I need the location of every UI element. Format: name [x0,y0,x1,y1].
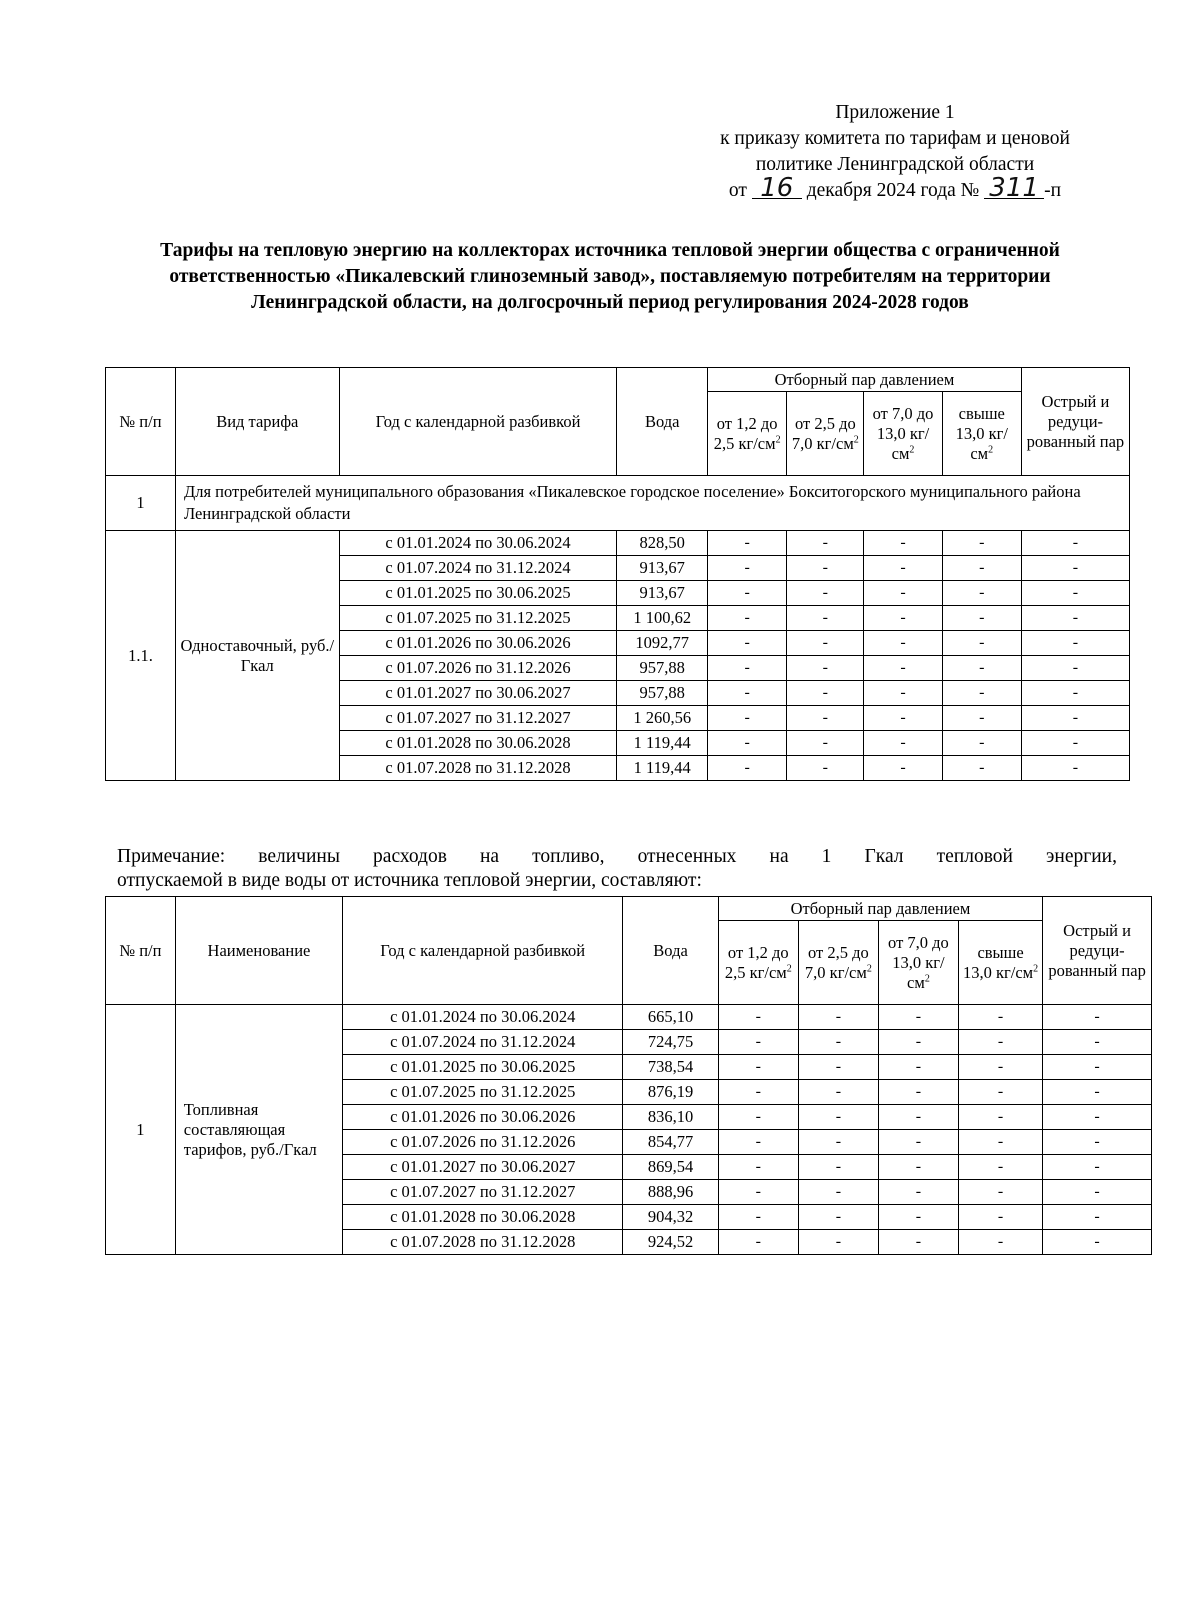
value-cell-p1: - [718,1055,798,1080]
value-cell-p2: - [787,556,864,581]
value-cell-p3: - [864,756,942,781]
value-cell-p4: - [942,731,1021,756]
value-cell-p2: - [798,1105,878,1130]
period-cell: с 01.01.2026 по 30.06.2026 [343,1105,623,1130]
period-cell: с 01.01.2025 по 30.06.2025 [343,1055,623,1080]
value-cell-p2: - [787,681,864,706]
value-cell-p3: - [878,1230,958,1255]
appendix-header [660,100,1130,204]
value-cell-p4: - [958,1205,1042,1230]
section-num: 1 [106,476,176,531]
table-row [106,531,1130,556]
value-cell-p2: - [798,1055,878,1080]
value-cell-p4: - [958,1080,1042,1105]
section-description: Для потребителей муниципального образования «Пикалевское городское поселение» Бокситогорского муниципального района Ленинградской области [175,476,1129,531]
period-cell: с 01.01.2024 по 30.06.2024 [339,531,617,556]
value-cell-p1: - [708,656,787,681]
value-cell-sharp: - [1021,681,1129,706]
value-cell-p1: - [718,1080,798,1105]
header-sharp-steam: Острый и редуци-рованный пар [1021,368,1129,476]
value-cell-p2: - [787,731,864,756]
water-value-cell: 904,32 [623,1205,718,1230]
header-steam-group: Отборный пар давлением [708,368,1022,392]
date-month-year: декабря 2024 года № [806,180,980,201]
water-value-cell: 1 119,44 [617,731,708,756]
value-cell-sharp: - [1043,1155,1152,1180]
note-paragraph [117,845,1117,893]
value-cell-p1: - [708,581,787,606]
fuel-component-table [105,896,1152,1255]
period-cell: с 01.07.2024 по 31.12.2024 [343,1030,623,1055]
document-title: Тарифы на тепловую энергию на коллекторах источника тепловой энергии общества с ограниченной ответственностью «Пикалевский глиноземный завод», поставляемую потребителям на территории Ленинградской области, на долгосрочный период регулирования 2024-2028 годов [160,240,1060,313]
value-cell-p1: - [708,556,787,581]
value-cell-p2: - [798,1205,878,1230]
value-cell-p4: - [958,1005,1042,1030]
handwritten-number: 311 [984,178,1044,199]
group-num: 1 [106,1005,176,1255]
value-cell-p3: - [864,706,942,731]
value-cell-p1: - [708,731,787,756]
header-tariff-type: Вид тарифа [175,368,339,476]
value-cell-p4: - [942,756,1021,781]
value-cell-p2: - [798,1080,878,1105]
value-cell-p4: - [942,531,1021,556]
value-cell-p1: - [708,631,787,656]
value-cell-sharp: - [1021,656,1129,681]
water-value-cell: 913,67 [617,581,708,606]
value-cell-p1: - [718,1130,798,1155]
appendix-date-line [660,173,1130,204]
period-cell: с 01.07.2026 по 31.12.2026 [343,1130,623,1155]
value-cell-p4: - [958,1055,1042,1080]
value-cell-p3: - [864,631,942,656]
water-value-cell: 1 260,56 [617,706,708,731]
value-cell-p3: - [878,1005,958,1030]
value-cell-p4: - [942,631,1021,656]
header-water: Вода [623,897,718,1005]
value-cell-sharp: - [1043,1180,1152,1205]
value-cell-p1: - [718,1180,798,1205]
water-value-cell: 1 100,62 [617,606,708,631]
value-cell-sharp: - [1043,1105,1152,1130]
value-cell-p4: - [942,681,1021,706]
header-num: № п/п [106,897,176,1005]
header-pressure-3: от 7,0 до 13,0 $кг/см^2$ [878,921,958,1005]
period-cell: с 01.01.2027 по 30.06.2027 [343,1155,623,1180]
water-value-cell: 1 119,44 [617,756,708,781]
group-num: 1.1. [106,531,176,781]
order-suffix: -п [1044,180,1062,201]
value-cell-p1: - [718,1155,798,1180]
period-cell: с 01.07.2025 по 31.12.2025 [339,606,617,631]
water-value-cell: 665,10 [623,1005,718,1030]
header-pressure-1: от 1,2 до 2,5 $кг/см^2$ [718,921,798,1005]
header-pressure-2: от 2,5 до 7,0 $кг/см^2$ [798,921,878,1005]
period-cell: с 01.07.2028 по 31.12.2028 [339,756,617,781]
value-cell-p2: - [798,1005,878,1030]
value-cell-p1: - [708,606,787,631]
value-cell-p2: - [787,706,864,731]
group-label: Одноставочный, руб./Гкал [175,531,339,781]
tariff-table [105,367,1130,781]
value-cell-p3: - [878,1080,958,1105]
table-row [106,1005,1152,1030]
appendix-committee-line: политике Ленинградской области [755,154,1035,175]
header-pressure-4: свыше 13,0 $кг/см^2$ [942,392,1021,476]
period-cell: с 01.07.2027 по 31.12.2027 [339,706,617,731]
period-cell: с 01.07.2027 по 31.12.2027 [343,1180,623,1205]
value-cell-p2: - [798,1030,878,1055]
value-cell-p1: - [718,1230,798,1255]
value-cell-sharp: - [1043,1080,1152,1105]
value-cell-p3: - [878,1205,958,1230]
value-cell-p4: - [958,1230,1042,1255]
header-water: Вода [617,368,708,476]
value-cell-sharp: - [1021,706,1129,731]
value-cell-sharp: - [1021,731,1129,756]
value-cell-sharp: - [1021,631,1129,656]
period-cell: с 01.01.2024 по 30.06.2024 [343,1005,623,1030]
water-value-cell: 888,96 [623,1180,718,1205]
period-cell: с 01.01.2027 по 30.06.2027 [339,681,617,706]
value-cell-p1: - [718,1105,798,1130]
water-value-cell: 828,50 [617,531,708,556]
value-cell-p1: - [718,1030,798,1055]
value-cell-p1: - [708,756,787,781]
header-name: Наименование [175,897,342,1005]
value-cell-p1: - [718,1005,798,1030]
period-cell: с 01.07.2025 по 31.12.2025 [343,1080,623,1105]
value-cell-p2: - [787,756,864,781]
header-period: Год с календарной разбивкой [343,897,623,1005]
value-cell-sharp: - [1043,1030,1152,1055]
value-cell-sharp: - [1043,1005,1152,1030]
value-cell-sharp: - [1021,531,1129,556]
value-cell-p3: - [878,1155,958,1180]
value-cell-p3: - [878,1180,958,1205]
water-value-cell: 957,88 [617,656,708,681]
water-value-cell: 738,54 [623,1055,718,1080]
value-cell-p4: - [942,556,1021,581]
value-cell-p4: - [942,706,1021,731]
header-steam-group: Отборный пар давлением [718,897,1042,921]
header-pressure-1: от 1,2 до 2,5 $кг/см^2$ [708,392,787,476]
value-cell-sharp: - [1043,1130,1152,1155]
value-cell-p4: - [942,606,1021,631]
value-cell-p3: - [864,531,942,556]
water-value-cell: 957,88 [617,681,708,706]
water-value-cell: 924,52 [623,1230,718,1255]
value-cell-p3: - [864,581,942,606]
period-cell: с 01.07.2026 по 31.12.2026 [339,656,617,681]
value-cell-p2: - [787,656,864,681]
period-cell: с 01.01.2026 по 30.06.2026 [339,631,617,656]
appendix-order-line: к приказу комитета по тарифам и ценовой [720,128,1070,149]
value-cell-p2: - [798,1180,878,1205]
header-sharp-steam: Острый и редуци-рованный пар [1043,897,1152,1005]
value-cell-p3: - [878,1055,958,1080]
value-cell-p3: - [864,681,942,706]
period-cell: с 01.01.2025 по 30.06.2025 [339,581,617,606]
value-cell-p1: - [718,1205,798,1230]
water-value-cell: 869,54 [623,1155,718,1180]
value-cell-p2: - [787,581,864,606]
value-cell-sharp: - [1021,581,1129,606]
handwritten-day: 16 [752,178,802,199]
header-pressure-2: от 2,5 до 7,0 $кг/см^2$ [787,392,864,476]
value-cell-sharp: - [1021,756,1129,781]
value-cell-p2: - [787,531,864,556]
value-cell-p2: - [798,1155,878,1180]
value-cell-p2: - [787,631,864,656]
value-cell-p4: - [958,1030,1042,1055]
value-cell-p3: - [864,656,942,681]
value-cell-p3: - [878,1105,958,1130]
value-cell-p2: - [798,1130,878,1155]
group-label: Топливная составляющая тарифов, руб./Гкал [175,1005,342,1255]
appendix-title: Приложение 1 [835,102,955,123]
header-pressure-4: свыше 13,0 $кг/см^2$ [958,921,1042,1005]
value-cell-p4: - [942,656,1021,681]
value-cell-p3: - [864,606,942,631]
value-cell-p4: - [958,1130,1042,1155]
value-cell-p1: - [708,531,787,556]
water-value-cell: 854,77 [623,1130,718,1155]
value-cell-sharp: - [1043,1205,1152,1230]
header-period: Год с календарной разбивкой [339,368,617,476]
note-line-2: отпускаемой в виде воды от источника тепловой энергии, составляют: [117,870,702,891]
header-pressure-3: от 7,0 до 13,0 $кг/см^2$ [864,392,942,476]
period-cell: с 01.01.2028 по 30.06.2028 [343,1205,623,1230]
water-value-cell: 724,75 [623,1030,718,1055]
period-cell: с 01.07.2024 по 31.12.2024 [339,556,617,581]
value-cell-p3: - [878,1130,958,1155]
water-value-cell: 913,67 [617,556,708,581]
header-num: № п/п [106,368,176,476]
water-value-cell: 876,19 [623,1080,718,1105]
value-cell-p4: - [942,581,1021,606]
value-cell-p4: - [958,1155,1042,1180]
value-cell-p3: - [878,1030,958,1055]
water-value-cell: 1092,77 [617,631,708,656]
value-cell-p1: - [708,681,787,706]
value-cell-p3: - [864,731,942,756]
value-cell-sharp: - [1021,556,1129,581]
note-line-1: Примечание: величины расходов на топливо, отнесенных на 1 Гкал тепловой энергии, [117,846,1117,867]
value-cell-p1: - [708,706,787,731]
value-cell-p2: - [787,606,864,631]
value-cell-p2: - [798,1230,878,1255]
value-cell-p4: - [958,1105,1042,1130]
period-cell: с 01.01.2028 по 30.06.2028 [339,731,617,756]
water-value-cell: 836,10 [623,1105,718,1130]
date-prefix: от [728,180,747,201]
period-cell: с 01.07.2028 по 31.12.2028 [343,1230,623,1255]
value-cell-sharp: - [1043,1055,1152,1080]
value-cell-p4: - [958,1180,1042,1205]
value-cell-p3: - [864,556,942,581]
value-cell-sharp: - [1021,606,1129,631]
value-cell-sharp: - [1043,1230,1152,1255]
